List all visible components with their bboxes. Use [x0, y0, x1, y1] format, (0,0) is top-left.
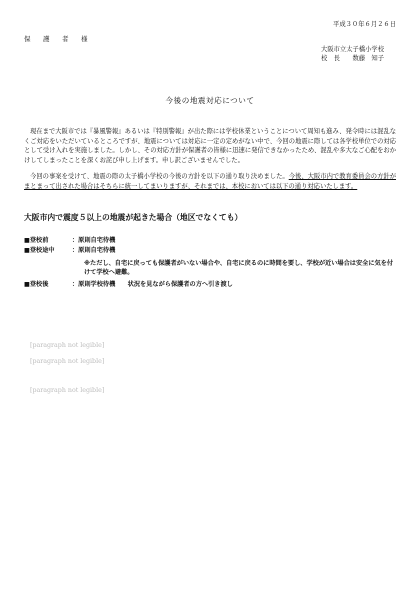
- rule-before-school: [24, 236, 396, 247]
- school-name: 大阪市立太子橋小学校: [321, 45, 384, 53]
- section-gap: [24, 291, 396, 321]
- rule-before-label: ■登校前: [24, 236, 49, 244]
- principal-name: 校 長 数藤 知子: [321, 54, 384, 62]
- rule-after-value: ：原則学校待機 状況を見ながら保護者の方へ引き渡し: [72, 280, 233, 288]
- policy-lead: 今回の事案を受けて、地震の際の太子橋小学校の今後の方針を以下の通り取り決めました。: [30, 173, 289, 181]
- letter-title: 今後の地震対応について: [165, 96, 255, 106]
- recipient: 保 護 者 様: [24, 34, 91, 43]
- rule-before-value: ：原則自宅待機: [72, 236, 116, 244]
- rule-during-label: ■登校途中: [24, 247, 55, 255]
- rule-after-label: ■登校後: [24, 280, 49, 288]
- intro-paragraph: 現在まで大阪市では『暴風警報』あるいは『特別警報』が出た際には学校休業ということについて周知も進み、発令時には混乱なくご対応をいただいているところですが、地震については対応に一定の定めがない中で、今回の地震に際しては各学校単位での対応として受け入れを実施しました。しかし、その対応方針が保護者の皆様に迅速に発信できなかったため、混乱や多大なご心配をおかけしてしまったことを深くお詫び申し上げます。申し訳ございませんでした。: [24, 127, 396, 165]
- sender-block: [24, 45, 396, 63]
- body-paragraph-disaster: [paragraph not legible]: [30, 357, 105, 365]
- policy-emphasis: 今後、大阪市内で教育委員会の方針がまとまって出された場合はそちらに統一してまいりますが、それまでは、本校においては以下の通り対応いたします。: [24, 173, 397, 190]
- body-paragraph-contact: [paragraph not legible]: [30, 341, 105, 349]
- quake-heading: 大阪市内で震度５以上の地震が起きた場合（地区でなくても）: [24, 212, 243, 222]
- rule-note: ※ただし、自宅に戻っても保護者がいない場合や、自宅に戻るのに時間を要し、学校が近い場合は安全に気を付けて学校へ避難。: [84, 259, 394, 277]
- rule-after-arrival: [24, 280, 396, 291]
- rule-during-value: ：原則自宅待機: [72, 247, 116, 255]
- policy-paragraph: [24, 172, 396, 192]
- letter-date: 平成３０年６月２６日: [333, 21, 396, 28]
- body-paragraph-closing: [paragraph not legible]: [30, 387, 105, 395]
- rule-during-commute: [24, 246, 396, 257]
- rules-list: [24, 236, 396, 291]
